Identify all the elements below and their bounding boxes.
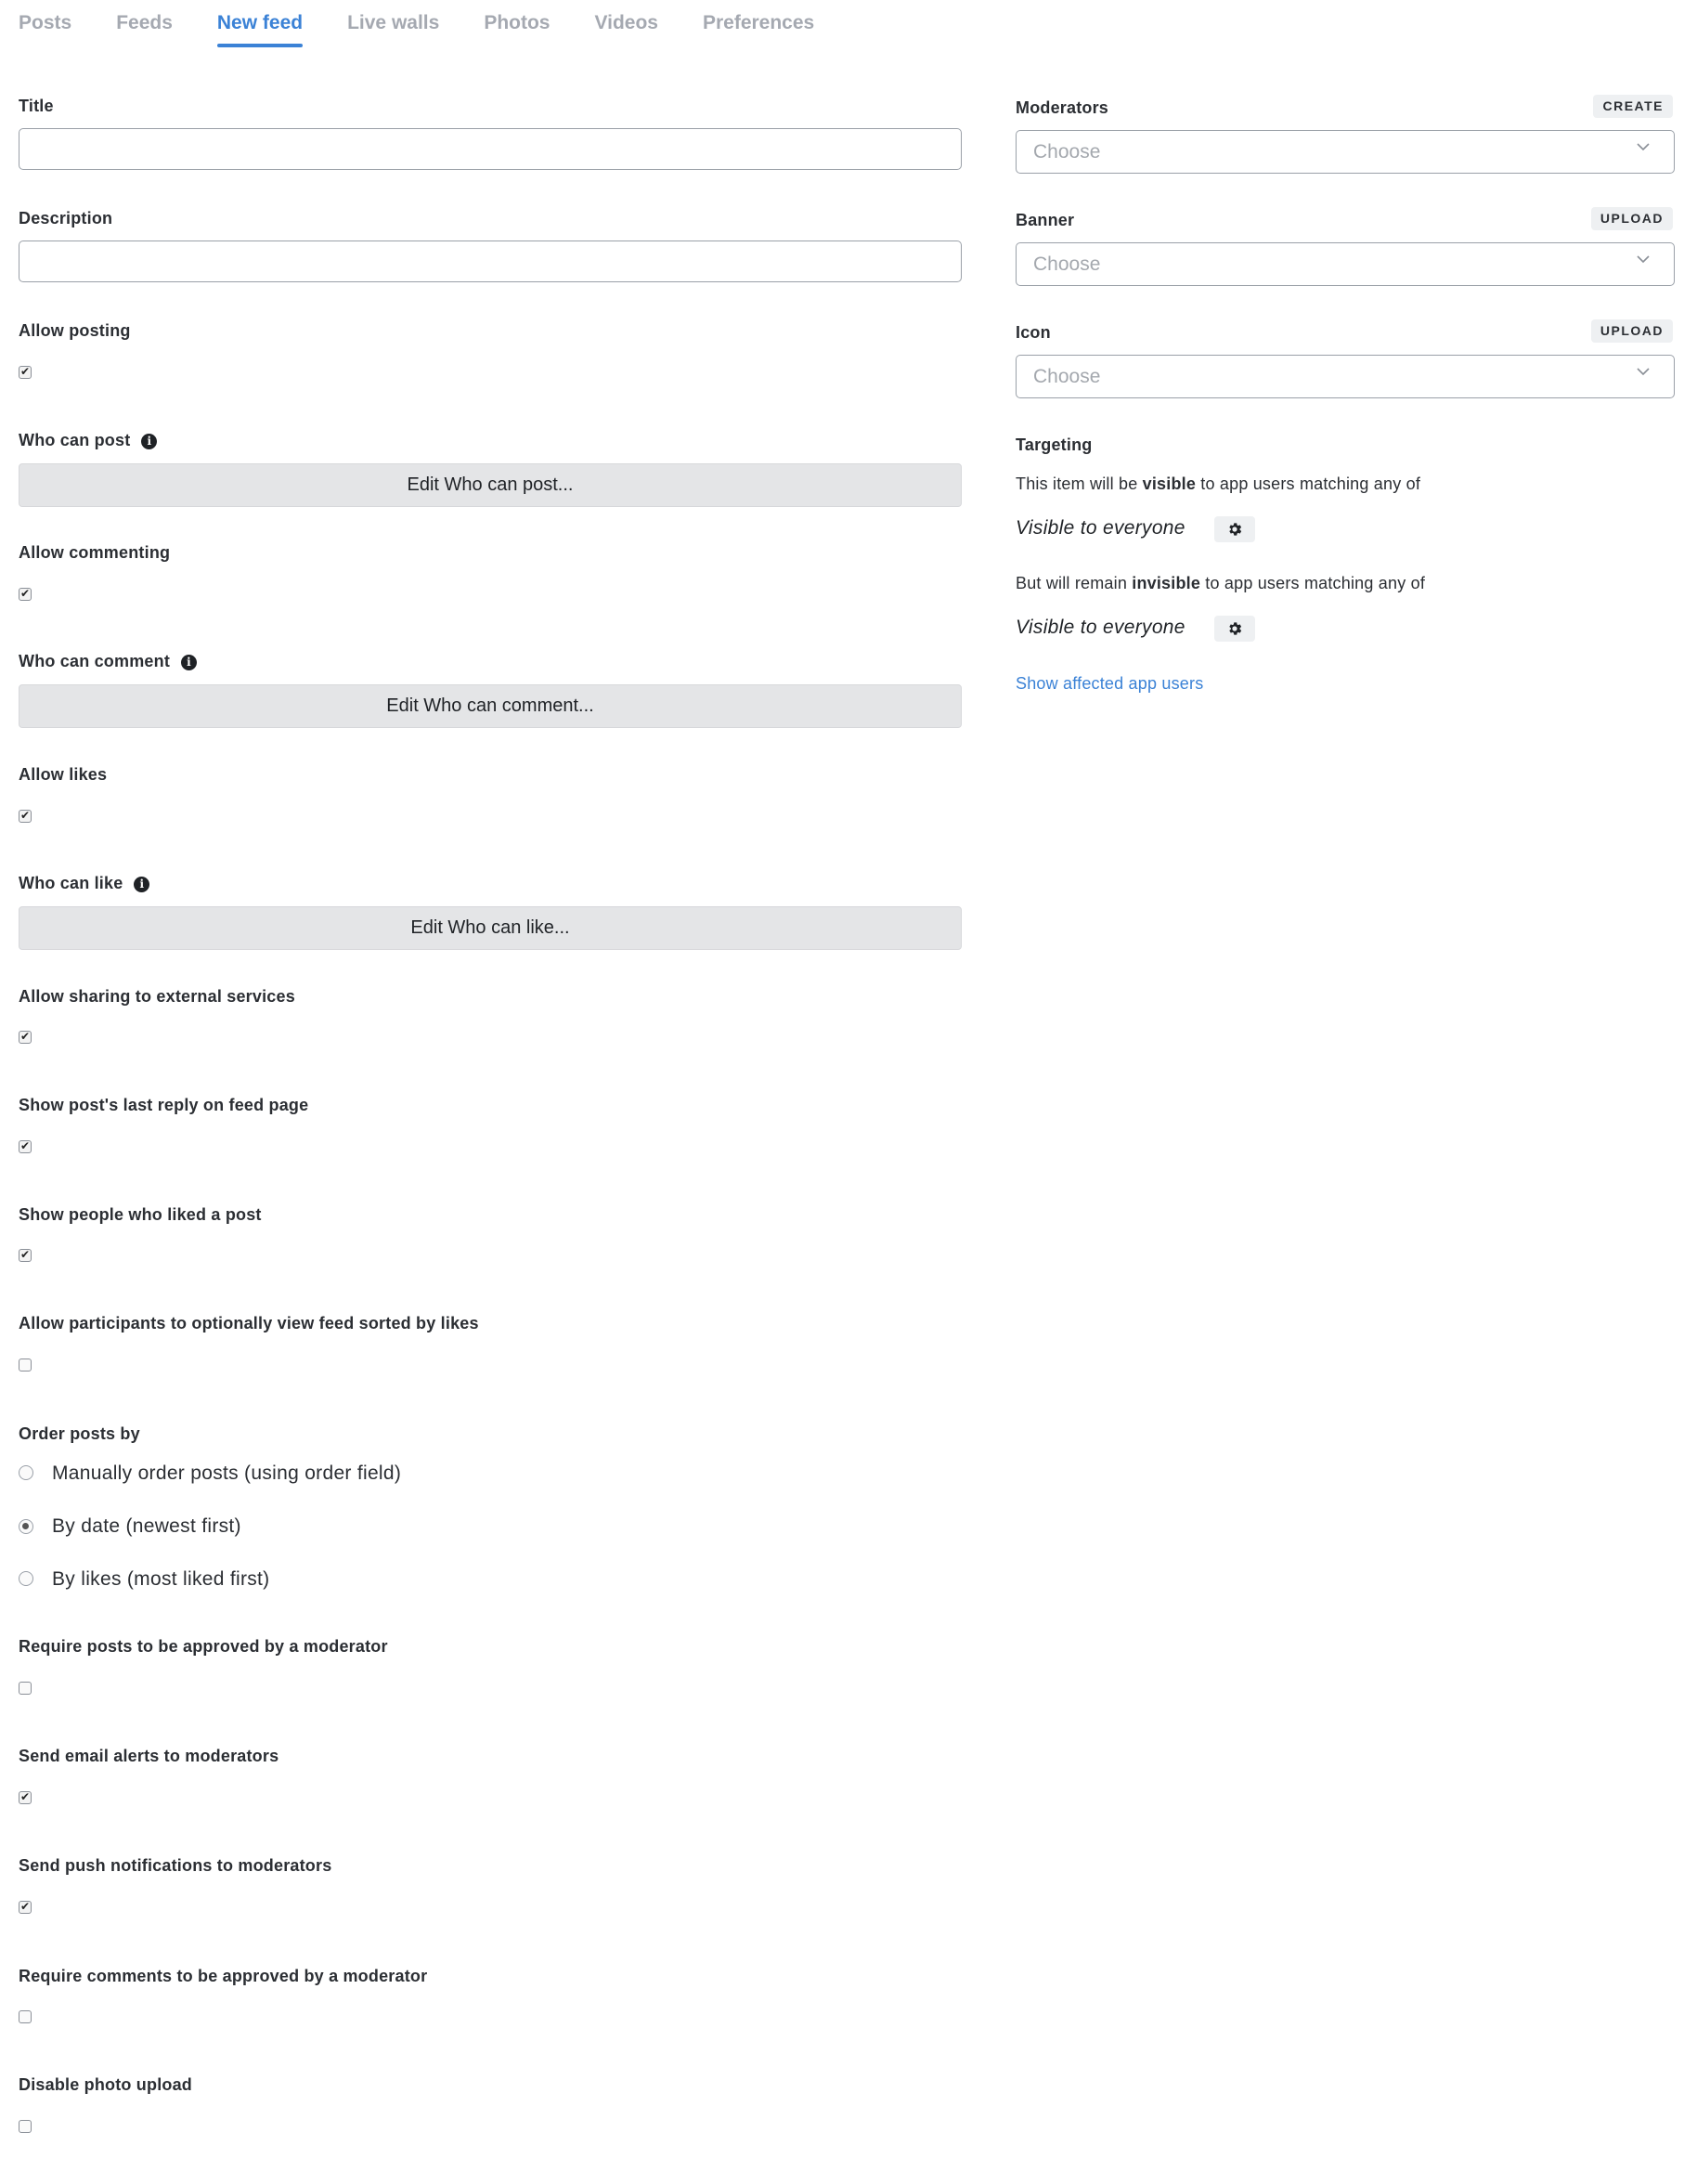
email-alerts-checkbox[interactable]: ✔ <box>19 1790 31 1803</box>
require-post-approval-checkbox[interactable] <box>19 1682 32 1695</box>
invisible-settings-button[interactable] <box>1214 616 1255 642</box>
edit-who-can-post-button[interactable]: Edit Who can post... <box>19 463 962 507</box>
info-icon[interactable]: i <box>181 655 197 670</box>
show-likers-label: Show people who liked a post <box>19 1205 262 1224</box>
icon-placeholder: Choose <box>1033 366 1101 387</box>
show-affected-users-link[interactable]: Show affected app users <box>1016 674 1204 693</box>
who-can-comment-label: Who can comment i <box>19 652 197 671</box>
chevron-down-icon <box>1635 251 1652 267</box>
order-manual-label: Manually order posts (using order field) <box>52 1462 402 1484</box>
order-likes-label: By likes (most liked first) <box>52 1568 270 1590</box>
title-label: Title <box>19 97 54 115</box>
gear-icon <box>1226 521 1243 538</box>
banner-placeholder: Choose <box>1033 254 1101 275</box>
allow-sharing-label: Allow sharing to external services <box>19 987 295 1006</box>
upload-icon-button[interactable]: UPLOAD <box>1591 319 1673 343</box>
tab-live-walls[interactable]: Live walls <box>347 12 440 33</box>
allow-posting-label: Allow posting <box>19 321 131 340</box>
info-icon[interactable]: i <box>141 434 157 449</box>
require-comment-approval-checkbox[interactable] <box>19 2010 32 2023</box>
push-notifications-label: Send push notifications to moderators <box>19 1856 332 1875</box>
chevron-down-icon <box>1635 363 1652 380</box>
targeting-label: Targeting <box>1016 436 1093 454</box>
allow-commenting-checkbox[interactable]: ✔ <box>19 587 31 600</box>
show-likers-checkbox[interactable]: ✔ <box>19 1248 31 1261</box>
description-input[interactable] <box>19 241 961 281</box>
allow-likes-label: Allow likes <box>19 765 108 784</box>
tab-photos[interactable]: Photos <box>484 12 551 33</box>
allow-commenting-label: Allow commenting <box>19 543 171 562</box>
visible-rule-value: Visible to everyone <box>1016 517 1185 539</box>
icon-label: Icon <box>1016 323 1051 342</box>
visible-settings-button[interactable] <box>1214 516 1255 542</box>
require-comment-approval-label: Require comments to be approved by a moderator <box>19 1967 428 1985</box>
show-last-reply-checkbox[interactable]: ✔ <box>19 1139 31 1152</box>
sort-by-likes-checkbox[interactable] <box>19 1358 32 1372</box>
who-can-post-label: Who can post i <box>19 431 157 450</box>
title-input[interactable] <box>19 129 961 169</box>
create-moderator-button[interactable]: CREATE <box>1593 95 1673 118</box>
email-alerts-label: Send email alerts to moderators <box>19 1747 279 1765</box>
order-likes-radio[interactable] <box>19 1571 33 1586</box>
description-label: Description <box>19 209 113 228</box>
tab-new-feed[interactable]: New feed <box>217 0 303 37</box>
invisible-rule-value: Visible to everyone <box>1016 617 1185 638</box>
order-manual-radio[interactable] <box>19 1465 33 1480</box>
moderators-label: Moderators <box>1016 98 1109 117</box>
tab-preferences[interactable]: Preferences <box>702 12 815 33</box>
order-date-label: By date (newest first) <box>52 1515 241 1537</box>
tab-videos[interactable]: Videos <box>594 12 658 33</box>
disable-photo-upload-checkbox[interactable] <box>19 2120 32 2133</box>
order-date-radio[interactable] <box>19 1519 33 1534</box>
chevron-down-icon <box>1635 138 1652 155</box>
invisible-description: But will remain invisible to app users matching any of <box>1016 574 1426 592</box>
banner-label: Banner <box>1016 211 1075 229</box>
visible-description: This item will be visible to app users matching any of <box>1016 474 1421 493</box>
order-posts-label: Order posts by <box>19 1424 140 1443</box>
edit-who-can-like-button[interactable]: Edit Who can like... <box>19 906 962 950</box>
tab-feeds[interactable]: Feeds <box>116 12 173 33</box>
who-can-like-label: Who can like i <box>19 874 149 893</box>
push-notifications-checkbox[interactable]: ✔ <box>19 1900 31 1913</box>
tab-bar <box>19 0 859 52</box>
banner-select[interactable] <box>1016 242 1675 286</box>
moderators-placeholder: Choose <box>1033 141 1101 162</box>
moderators-select[interactable] <box>1016 130 1675 174</box>
upload-banner-button[interactable]: UPLOAD <box>1591 207 1673 230</box>
info-icon[interactable]: i <box>134 877 149 892</box>
title-field[interactable] <box>19 128 962 170</box>
disable-photo-upload-label: Disable photo upload <box>19 2075 192 2094</box>
allow-sharing-checkbox[interactable]: ✔ <box>19 1030 31 1043</box>
allow-posting-checkbox[interactable]: ✔ <box>19 365 31 378</box>
description-field[interactable] <box>19 240 962 282</box>
icon-select[interactable] <box>1016 355 1675 398</box>
tab-posts[interactable]: Posts <box>19 12 72 33</box>
allow-likes-checkbox[interactable]: ✔ <box>19 809 31 822</box>
edit-who-can-comment-button[interactable]: Edit Who can comment... <box>19 684 962 728</box>
require-post-approval-label: Require posts to be approved by a moderator <box>19 1637 388 1656</box>
show-last-reply-label: Show post's last reply on feed page <box>19 1096 309 1114</box>
sort-by-likes-label: Allow participants to optionally view feed sorted by likes <box>19 1314 479 1332</box>
gear-icon <box>1226 620 1243 637</box>
